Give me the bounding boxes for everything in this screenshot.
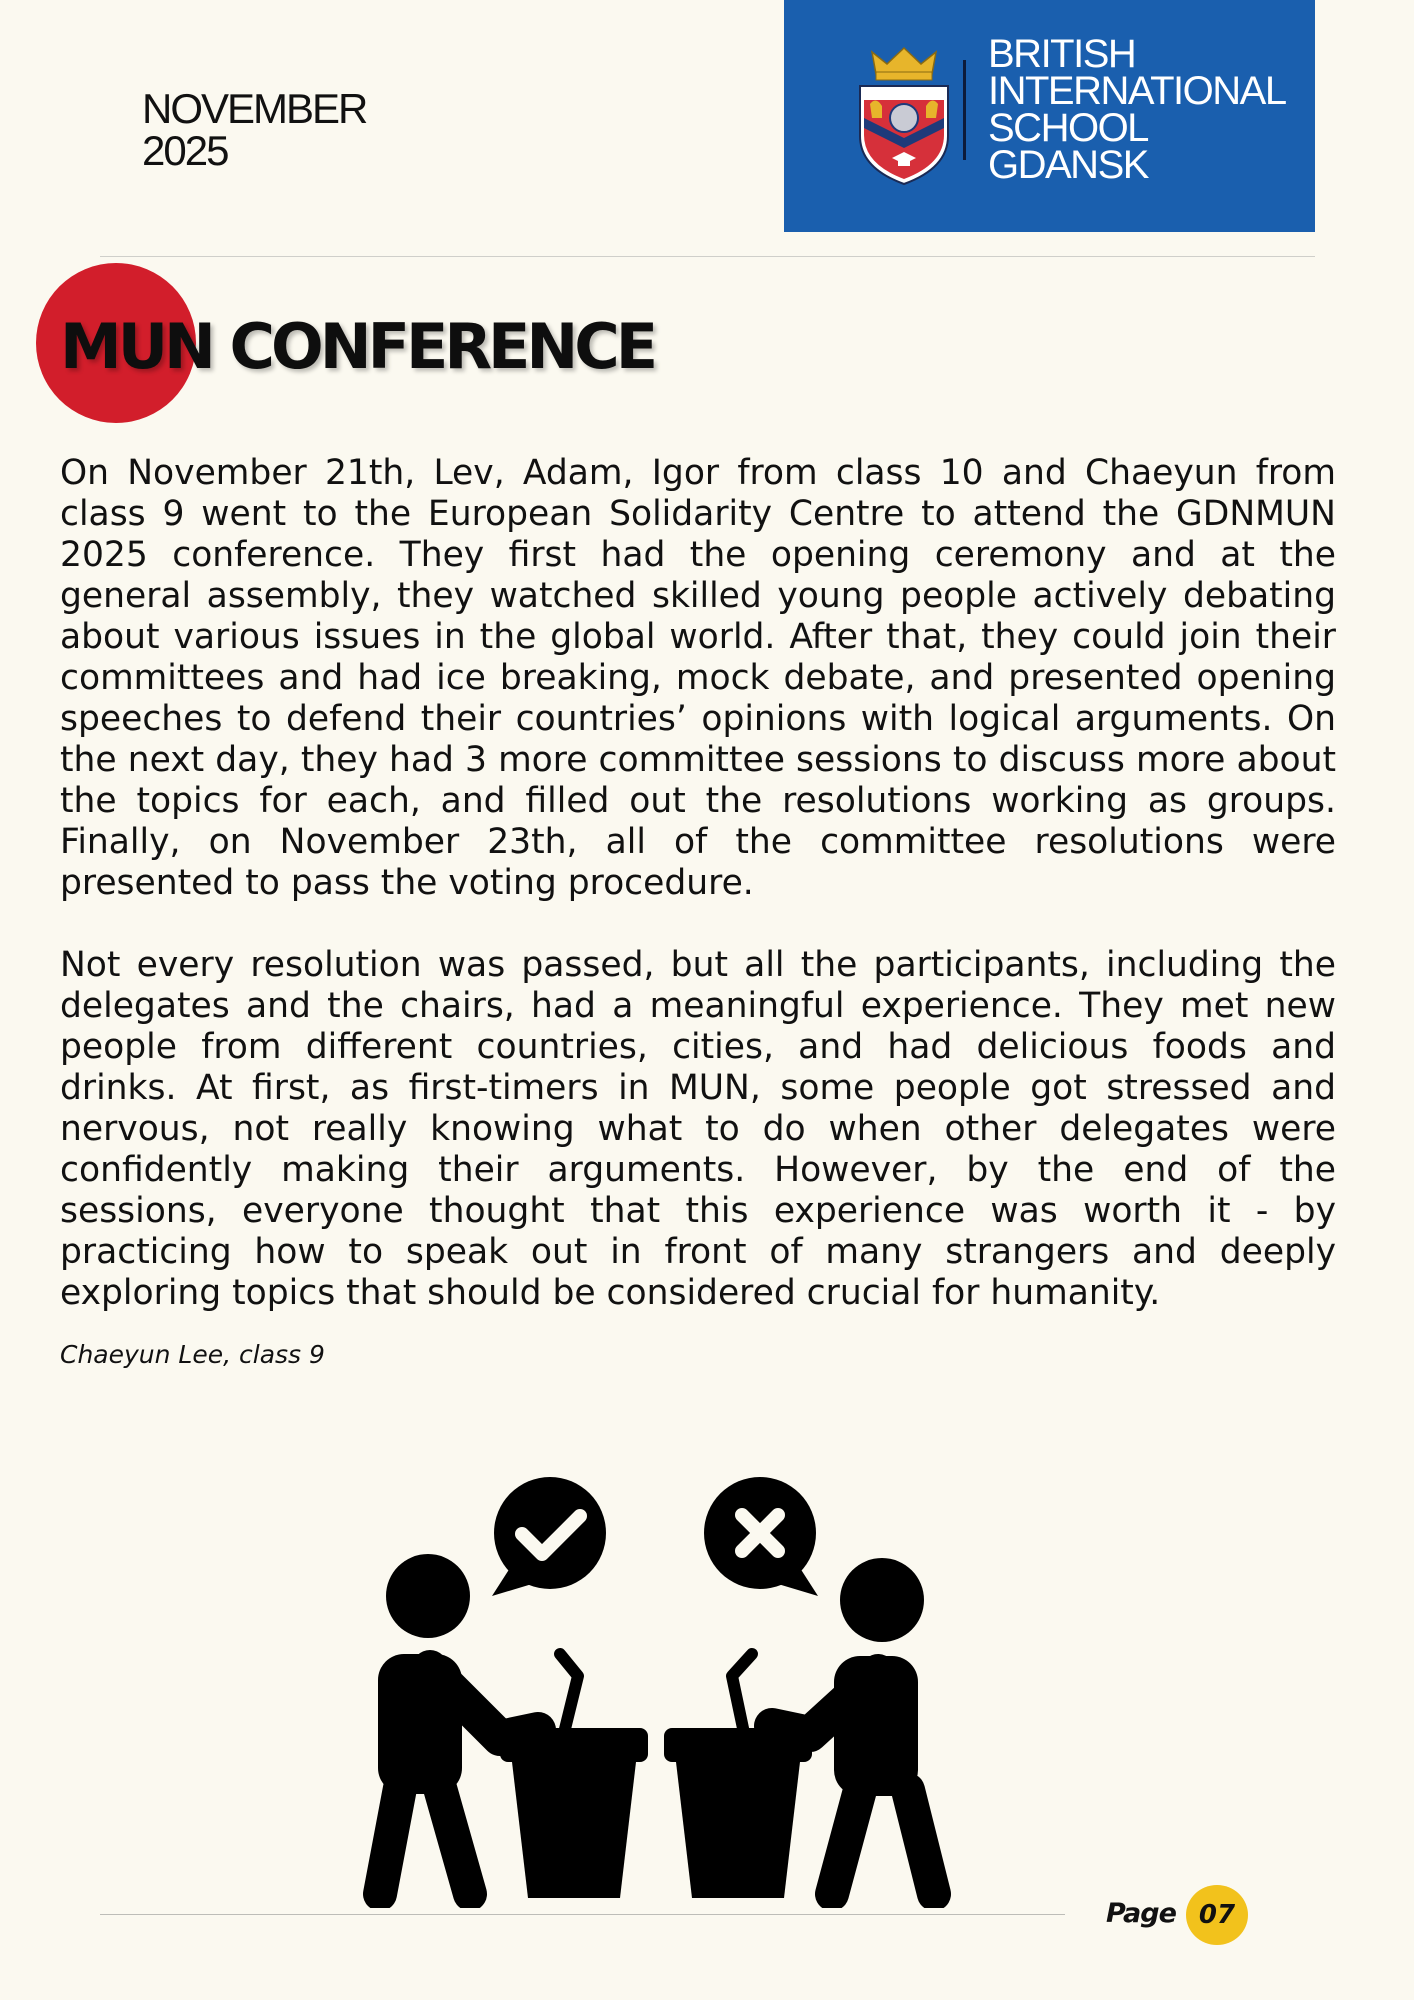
- page-label: Page: [1106, 1898, 1176, 1929]
- school-crest-icon: [852, 44, 956, 186]
- issue-month: NOVEMBER: [142, 85, 367, 132]
- school-name-line: INTERNATIONAL: [988, 69, 1286, 113]
- check-bubble-icon: [492, 1477, 606, 1596]
- page-number-badge: 07: [1186, 1885, 1248, 1945]
- article-author: Chaeyun Lee, class 9: [60, 1340, 325, 1369]
- top-divider: [100, 256, 1315, 257]
- article-title: MUN CONFERENCE: [60, 310, 655, 383]
- school-name-line: SCHOOL: [988, 106, 1148, 150]
- issue-year: 2025: [142, 127, 228, 174]
- school-name: [988, 32, 1286, 187]
- right-speaker-icon: [664, 1558, 934, 1898]
- school-logo-banner: [784, 0, 1315, 232]
- school-name-line: BRITISH: [988, 32, 1136, 76]
- logo-divider: [963, 60, 966, 160]
- cross-bubble-icon: [704, 1477, 818, 1596]
- article-paragraph-2: Not every resolution was passed, but all the participants, including the delegates and the chairs, had a meaningful experience. They met new people from different countries, cities, and had delicious foods and drinks. At first, as first-timers in MUN, some people got stressed and nervous, not really knowing what to do when other delegates were confidently making their arguments. However, by the end of the sessions, everyone thought that this experience was worth it - by practicing how to speak out in front of many strangers and deeply exploring topics that should be considered crucial for humanity.: [60, 945, 1336, 1313]
- article-paragraph-1: On November 21th, Lev, Adam, Igor from class 10 and Chaeyun from class 9 went to the European Solidarity Centre to attend the GDNMUN 2025 conference. They first had the opening ceremony and at the general assembly, they watched skilled young people actively debating about various issues in the global world. After that, they could join their committees and had ice breaking, mock debate, and presented opening speeches to defend their countries’ opinions with logical arguments. On the next day, they had 3 more committee sessions to discuss more about the topics for each, and filled out the resolutions working as groups. Finally, on November 23th, all of the committee resolutions were presented to pass the voting procedure.: [60, 453, 1336, 903]
- issue-date: [142, 85, 367, 174]
- bottom-divider: [100, 1914, 1065, 1915]
- school-name-line: GDANSK: [988, 143, 1148, 187]
- left-speaker-icon: [378, 1554, 648, 1898]
- debate-speakers-icon: [360, 1468, 960, 1908]
